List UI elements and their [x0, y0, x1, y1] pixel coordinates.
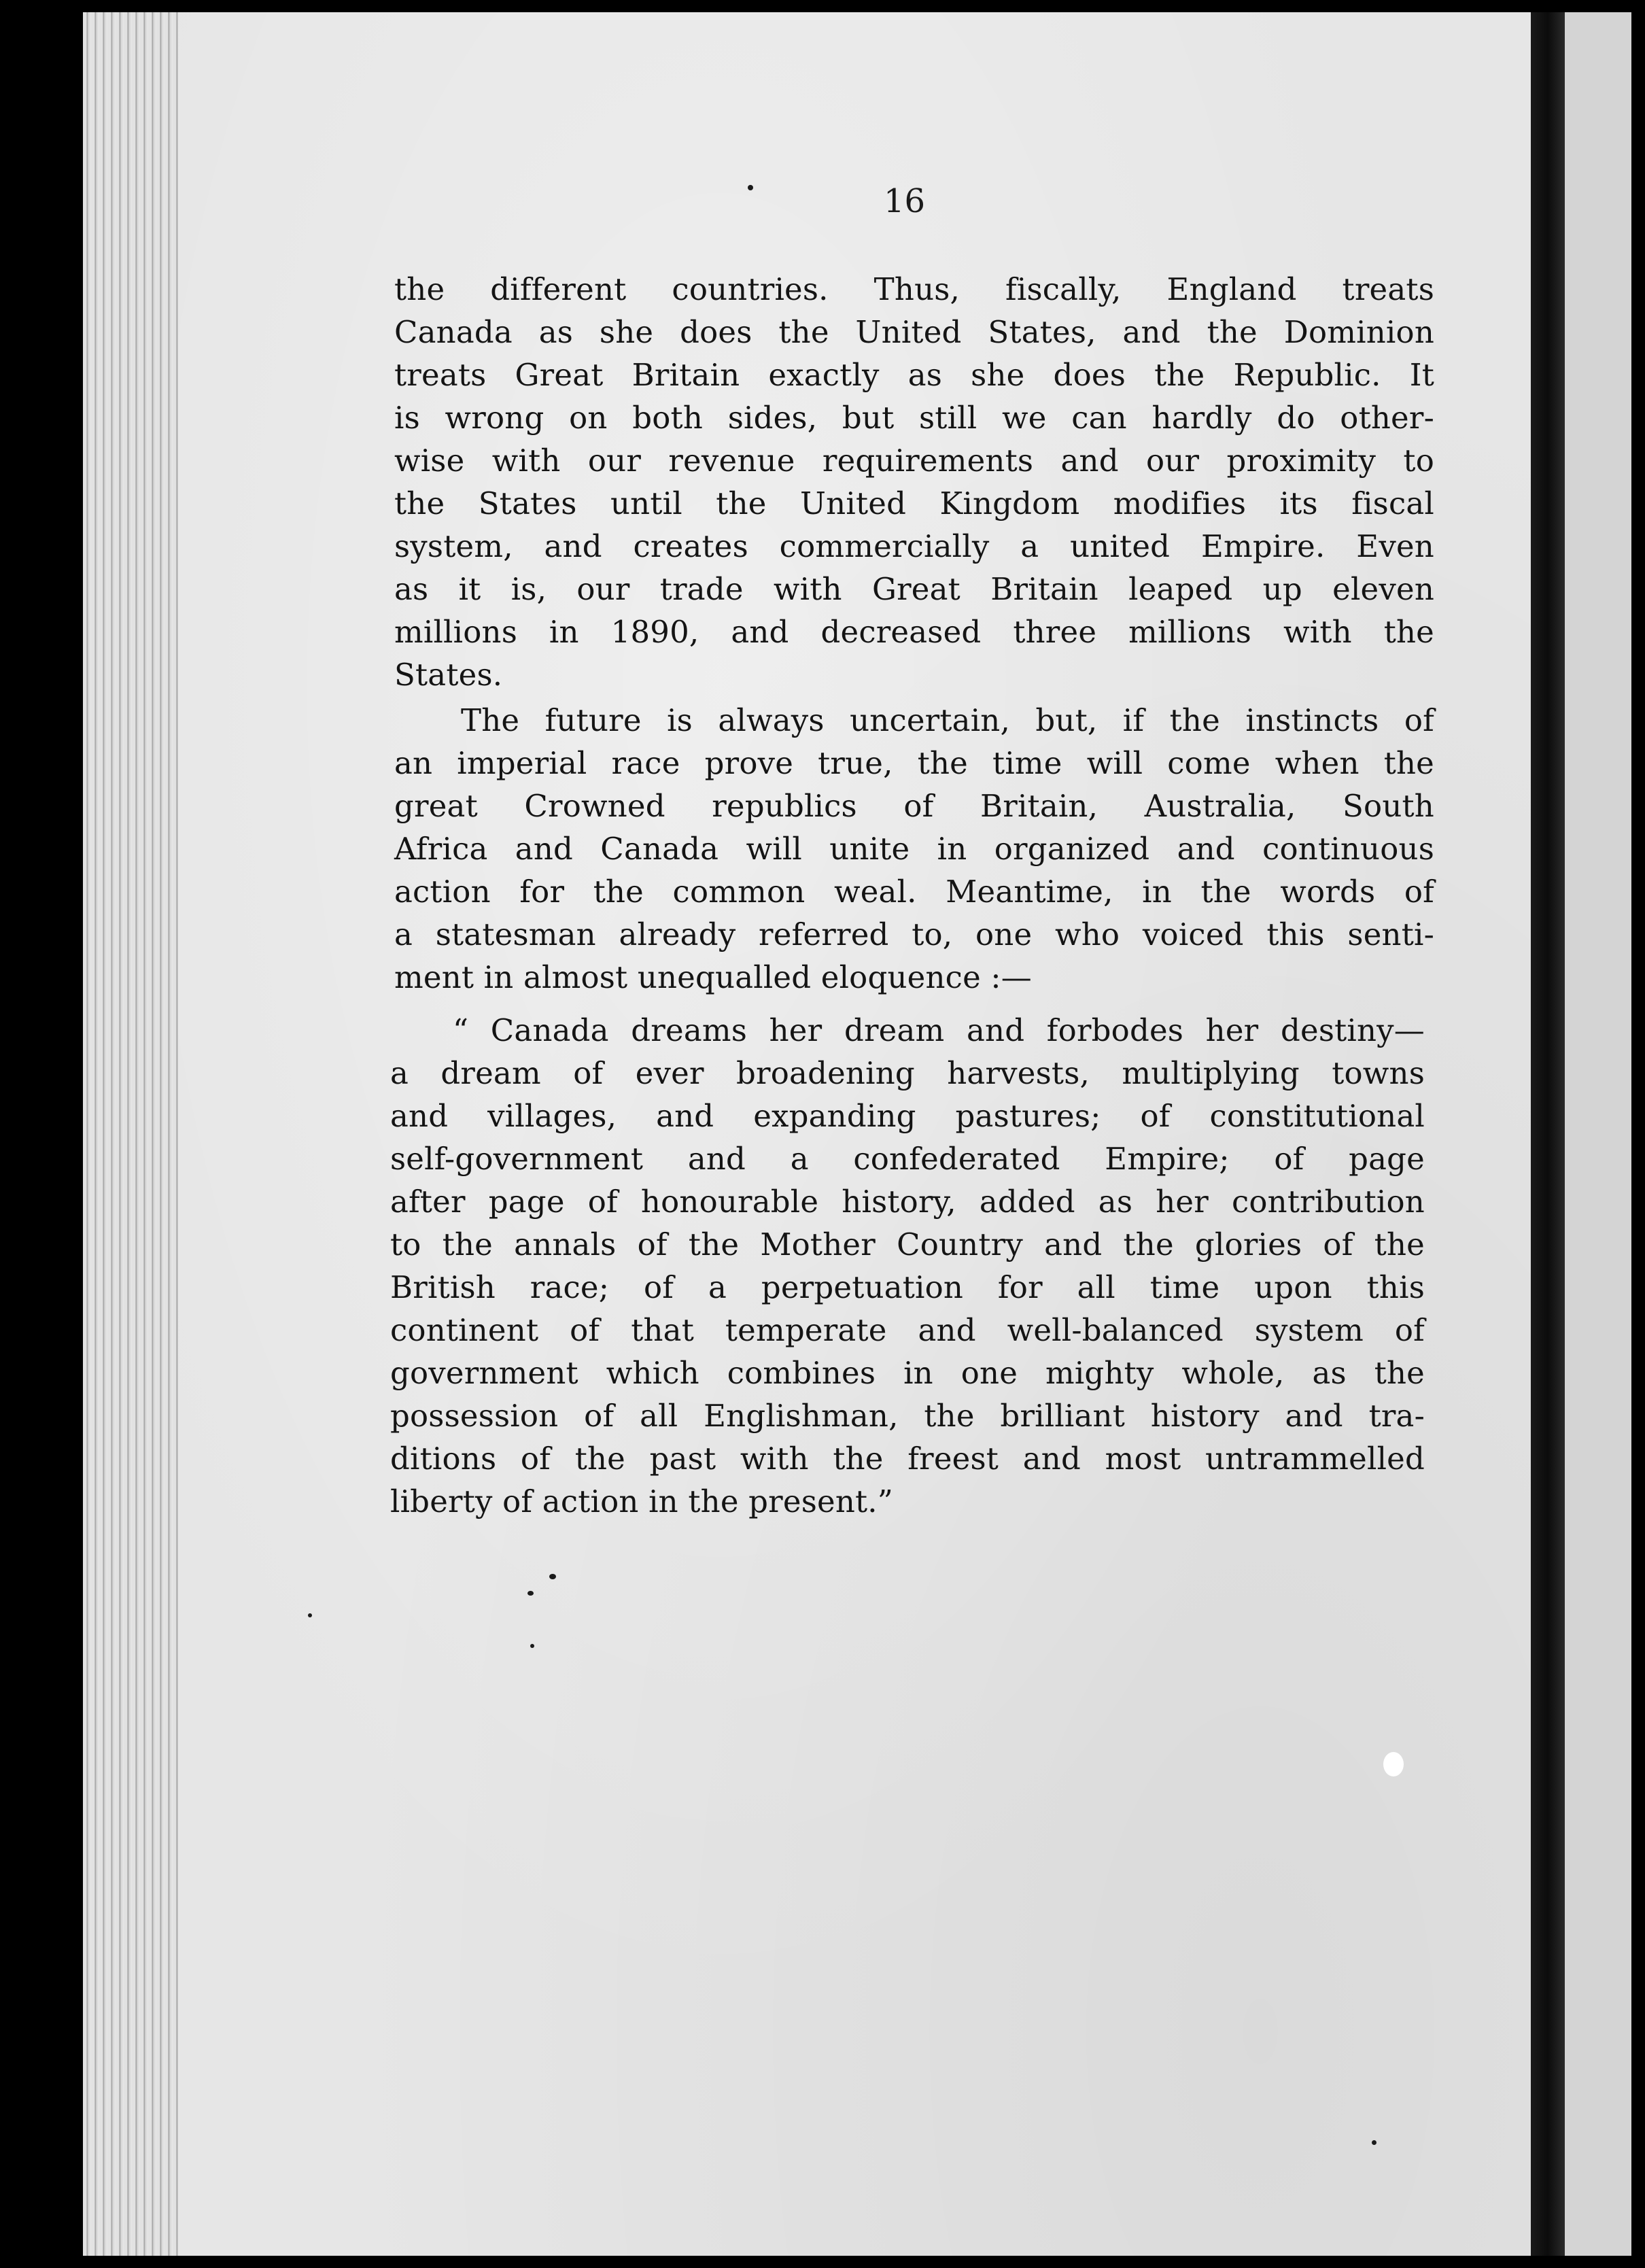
- text-line: great Crowned republics of Britain, Australia, South: [394, 788, 1434, 824]
- text-line: a dream of ever broadening harvests, multiplying towns: [390, 1055, 1425, 1091]
- text-line: continent of that temperate and well-balanced system of: [390, 1312, 1425, 1348]
- text-line: Canada as she does the United States, and the Dominion: [394, 314, 1434, 350]
- paper-hole: [1383, 1752, 1404, 1776]
- text-line: ditions of the past with the freest and most untrammelled: [390, 1441, 1425, 1477]
- text-line: is wrong on both sides, but still we can hardly do other-: [394, 400, 1434, 436]
- ink-speck: [308, 1613, 312, 1617]
- text-line: millions in 1890, and decreased three millions with the: [394, 614, 1434, 650]
- text-line: a statesman already referred to, one who voiced this senti-: [394, 916, 1434, 952]
- text-line: “ Canada dreams her dream and forbodes her destiny—: [453, 1012, 1425, 1048]
- text-line: an imperial race prove true, the time will come when the: [394, 745, 1434, 781]
- ink-speck: [527, 1591, 534, 1596]
- page-number: 16: [884, 182, 926, 220]
- text-line: government which combines in one mighty whole, as the: [390, 1355, 1425, 1391]
- ink-speck: [530, 1644, 534, 1648]
- text-line: and villages, and expanding pastures; of constitutional: [390, 1098, 1425, 1134]
- text-line: British race; of a perpetuation for all time upon this: [390, 1269, 1425, 1305]
- text-line: treats Great Britain exactly as she does the Republic. It: [394, 357, 1434, 393]
- text-line: system, and creates commercially a united Empire. Even: [394, 528, 1434, 564]
- text-line: The future is always uncertain, but, if the instincts of: [461, 702, 1434, 738]
- page-edges: [83, 12, 178, 2256]
- binding-shadow: [1531, 12, 1565, 2256]
- text-line: the different countries. Thus, fiscally, England treats: [394, 271, 1434, 307]
- text-line: States.: [394, 657, 503, 693]
- text-line: to the annals of the Mother Country and the glories of the: [390, 1226, 1425, 1262]
- facing-page-edge: [1565, 12, 1631, 2256]
- text-line: self-government and a confederated Empire; of page: [390, 1141, 1425, 1177]
- text-line: as it is, our trade with Great Britain leaped up eleven: [394, 571, 1434, 607]
- ink-speck: [549, 1574, 556, 1579]
- text-line: wise with our revenue requirements and our proximity to: [394, 443, 1434, 479]
- text-line: after page of honourable history, added as her contribution: [390, 1184, 1425, 1220]
- ink-speck: [1372, 2140, 1376, 2145]
- text-line: the States until the United Kingdom modifies its fiscal: [394, 485, 1434, 521]
- text-line: possession of all Englishman, the brilliant history and tra-: [390, 1398, 1425, 1434]
- text-line: action for the common weal. Meantime, in the words of: [394, 874, 1434, 910]
- text-line: liberty of action in the present.”: [390, 1483, 894, 1519]
- ink-speck: [748, 185, 753, 190]
- text-line: Africa and Canada will unite in organized and continuous: [394, 831, 1434, 867]
- text-line: ment in almost unequalled eloquence :—: [394, 959, 1032, 995]
